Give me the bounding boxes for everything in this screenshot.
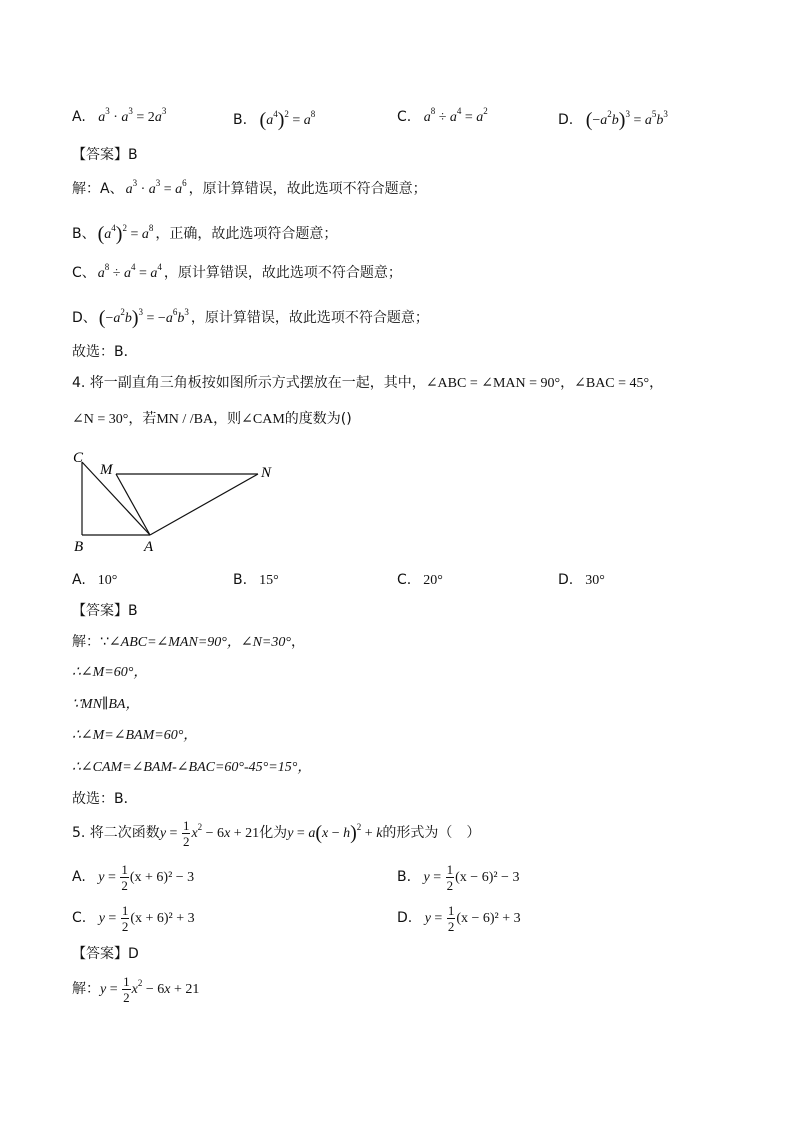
q3-solution-c-expr: $a^8 \div a^4 = a^4$ — [97, 262, 162, 281]
q4-solution-line1: 解：∵∠ABC=∠MAN=90°，∠N=30°， — [72, 634, 305, 650]
q3-solution-b-expr: $(a^4)^2 = a^8$ — [97, 223, 154, 245]
q5-option-b: B. y = $\frac{1}{2}$ (x − 6)² − 3 — [397, 862, 520, 894]
q3-option-d: D. $(-a^2b)^3 = a^5b^3$ — [558, 109, 668, 131]
q3-conclusion: 故选：B． — [72, 344, 138, 360]
q3-solution-b: B、 $(a^4)^2 = a^8$ ，正确，故此选项符合题意； — [72, 223, 338, 245]
label-b: B — [74, 539, 84, 555]
q5-option-a: A. y = $\frac{1}{2}$ (x + 6)² − 3 — [72, 862, 195, 894]
q5-function-expr: y = $\frac{1}{2}$ $x^2 - 6x + 21$ — [159, 818, 260, 850]
q4-option-d: D. 30° — [558, 572, 605, 588]
q4-triangle-figure — [68, 446, 288, 562]
q5-answer: 【答案】D — [72, 946, 139, 962]
q4-conclusion: 故选：B． — [72, 791, 138, 807]
q3-option-d-expr: $(-a^2b)^3 = a^5b^3$ — [585, 109, 668, 131]
q5-stem: 5. 将二次函数y = $\frac{1}{2}$ $x^2 - 6x + 21$化为$y = a(x - h)^2 + k$的形式为（ ） — [72, 818, 481, 850]
q4-option-c: C. 20° — [397, 572, 443, 588]
q5-option-c: C. y = $\frac{1}{2}$ (x + 6)² + 3 — [72, 903, 195, 935]
q4-option-b: B. 15° — [233, 572, 279, 588]
q4-answer: 【答案】B — [72, 603, 138, 619]
q3-solution-d-expr: $(-a^2b)^3 = -a^6b^3$ — [98, 307, 189, 329]
label-c: C — [73, 450, 84, 466]
q3-option-a: A. $a^3 \cdot a^3 = 2a^3$ — [72, 106, 167, 125]
q3-solution-c: C、 $a^8 \div a^4 = a^4$ ，原计算错误，故此选项不符合题意； — [72, 262, 402, 281]
q3-solution-a: 解：A、 $a^3 \cdot a^3 = a^6$ ，原计算错误，故此选项不符合题意； — [72, 178, 427, 197]
segment-ca — [82, 462, 150, 535]
label-m: M — [100, 462, 113, 478]
q4-solution-line2: ∴∠M=60°， — [72, 665, 148, 680]
q3-option-c-expr: $a^8 \div a^4 = a^2$ — [423, 106, 488, 125]
label-n: N — [261, 465, 272, 481]
label-a: A — [144, 539, 154, 555]
q3-option-a-expr: $a^3 \cdot a^3 = 2a^3$ — [98, 106, 167, 125]
q4-solution-line5: ∴∠CAM=∠BAM-∠BAC=60°-45°=15°， — [72, 760, 312, 775]
q5-option-d: D. y = $\frac{1}{2}$ (x − 6)² + 3 — [397, 903, 521, 935]
q4-option-a: A. 10° — [72, 572, 118, 588]
q3-option-c: C. $a^8 \div a^4 = a^2$ — [397, 106, 488, 125]
q3-solution-d: D、 $(-a^2b)^3 = -a^6b^3$ ，原计算错误，故此选项不符合题意； — [72, 307, 429, 329]
q3-option-b-expr: $(a^4)^2 = a^8$ — [259, 109, 316, 131]
q5-solution-expr: y = $\frac{1}{2}$ $x^2 - 6x + 21$ — [100, 974, 200, 1006]
segment-na — [150, 474, 258, 535]
q5-vertex-form-expr: $y = a(x - h)^2 + k$ — [287, 822, 383, 844]
triangle-diagram — [68, 446, 288, 558]
q3-option-b: B. $(a^4)^2 = a^8$ — [233, 109, 316, 131]
q3-solution-a-expr: $a^3 \cdot a^3 = a^6$ — [125, 178, 187, 197]
q5-solution: 解：y = $\frac{1}{2}$ $x^2 - 6x + 21$ — [72, 974, 200, 1006]
q4-stem-line2: ∠N = 30°，若MN / /BA，则∠CAM的度数为() — [72, 411, 352, 427]
q4-stem-line1: 4. 将一副直角三角板按如图所示方式摆放在一起，其中，∠ABC = ∠MAN = 90°，∠BAC = 45°， — [72, 375, 664, 391]
q4-solution-line3: ∵MN∥BA， — [72, 697, 140, 712]
q4-solution-line4: ∴∠M=∠BAM=60°， — [72, 728, 198, 743]
q3-answer: 【答案】B — [72, 147, 138, 163]
